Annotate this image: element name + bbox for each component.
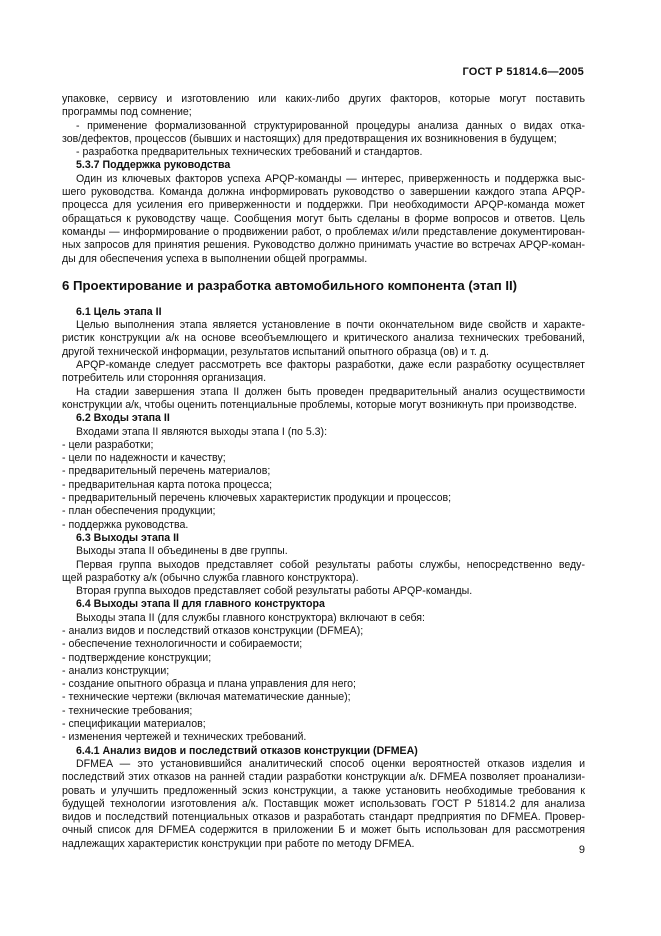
paragraph-line: очный список для DFMEA содержится в приложении Б и может быть использован для рассмотрения xyxy=(62,824,585,837)
paragraph-line: APQP-команде следует рассмотреть все факторы разработки, даже если разработку осуществляет xyxy=(76,359,585,372)
paragraph-line: - анализ видов и последствий отказов конструкции (DFMEA); xyxy=(62,624,364,637)
paragraph-line: ристик конструкции а/к на основе всеобъемлющего и критического анализа технических требований, xyxy=(62,332,585,345)
paragraph-line: - подтверждение конструкции; xyxy=(62,651,212,664)
document-body xyxy=(62,93,585,851)
paragraph-line: - изменения чертежей и технических требований. xyxy=(62,731,307,744)
section-heading: 6.2 Входы этапа II xyxy=(76,412,170,425)
paragraph-line: другой технической информации, результатов испытаний опытного образца (ов) и т. д. xyxy=(62,345,489,358)
paragraph-line: потребитель или сторонняя организация. xyxy=(62,372,267,385)
paragraph-line: щей разработку а/к (обычно служба главного конструктора). xyxy=(62,571,359,584)
paragraph-line: будущей технологии изготовления а/к. Поставщик может использовать ГОСТ Р 51814.2 для анализа xyxy=(62,797,585,810)
paragraph-line: Выходы этапа II (для службы главного конструктора) включают в себя: xyxy=(76,611,425,624)
paragraph-line: На стадии завершения этапа II должен быть проведен предварительный анализ осуществимости xyxy=(76,385,585,398)
paragraph-line: - предварительная карта потока процесса; xyxy=(62,478,273,491)
paragraph-line: надлежащих характеристик конструкции при работе по методу DFMEA. xyxy=(62,837,415,850)
chapter-heading: 6 Проектирование и разработка автомобильного компонента (этап II) xyxy=(62,277,518,293)
paragraph-line: обращаться к руководству чаще. Сообщения могут быть сделаны в форме вопросов и ответов. Цель xyxy=(62,212,585,225)
paragraph-line: Выходы этапа II объединены в две группы. xyxy=(76,545,288,558)
paragraph-line: Один из ключевых факторов успеха APQP-команды — интерес, приверженность и поддержка выс- xyxy=(76,172,585,185)
paragraph-line: шего руководства. Команда должна информировать руководство о завершении каждого этапа APQP- xyxy=(62,186,585,199)
paragraph-line: зов/дефектов, процессов (бывших и настоящих) для предотвращения их возникновения в будущем; xyxy=(62,132,557,145)
paragraph-line: ровать и улучшить предложенный эскиз конструкции, а также установить необходимые требования к xyxy=(62,784,585,797)
paragraph-line: видов и последствий потенциальных отказов и разработать стандарт предприятия по DFMEA. Провер- xyxy=(62,811,585,824)
paragraph-line: - анализ конструкции; xyxy=(62,664,170,677)
paragraph-line: - спецификации материалов; xyxy=(62,718,206,731)
paragraph-line: конструкции а/к, чтобы оценить потенциальные проблемы, которые могут возникнуть при производстве. xyxy=(62,398,577,411)
paragraph-line: ды для обеспечения успеха в выполнении общей программы. xyxy=(62,252,368,265)
section-heading: 5.3.7 Поддержка руководства xyxy=(76,159,231,172)
paragraph-line: Первая группа выходов представляет собой результаты работы службы, непосредственно веду- xyxy=(76,558,585,571)
paragraph-line: программы под сомнение; xyxy=(62,106,192,119)
paragraph-line: - разработка предварительных технических требований и стандартов. xyxy=(76,146,423,159)
section-heading: 6.1 Цель этапа II xyxy=(76,305,162,318)
paragraph-line: - цели по надежности и качеству; xyxy=(62,452,226,465)
paragraph-line: DFMEA — это установившийся аналитический способ оценки вероятностей отказов изделия и xyxy=(76,757,585,770)
document-header-id: ГОСТ Р 51814.6—2005 xyxy=(462,66,584,78)
paragraph-line: Входами этапа II являются выходы этапа I (по 5.3): xyxy=(76,425,328,438)
paragraph-line: - технические требования; xyxy=(62,704,193,717)
paragraph-line: - обеспечение технологичности и собираемости; xyxy=(62,638,303,651)
paragraph-line: команды — информирование о продвижении работ, о проблемах и/или представление документирован- xyxy=(62,225,585,238)
paragraph-line: Вторая группа выходов представляет собой результаты работы APQP-команды. xyxy=(76,585,473,598)
paragraph-line: - цели разработки; xyxy=(62,438,154,451)
paragraph-line: процесса для усиления его приверженности и поддержки. При необходимости APQP-команда может xyxy=(62,199,585,212)
paragraph-line: - план обеспечения продукции; xyxy=(62,505,216,518)
paragraph-line: последствий этих отказов на ранней стадии разработки конструкции а/к. DFMEA позволяет проанализи- xyxy=(62,771,585,784)
paragraph-line: - применение формализованной структурированной процедуры анализа данных о видах отка- xyxy=(76,119,585,132)
paragraph-line: - создание опытного образца и плана управления для него; xyxy=(62,678,356,691)
paragraph-line: упаковке, сервису и изготовлению или каких-либо других факторов, которые могут поставить xyxy=(62,93,585,105)
paragraph-line: ных запросов для принятия решения. Руководство должно принимать участие во встречах APQP-коман- xyxy=(62,239,585,252)
paragraph-line: - предварительный перечень ключевых характеристик продукции и процессов; xyxy=(62,492,452,505)
paragraph-line: Целью выполнения этапа является установление в почти окончательном виде свойств и характе- xyxy=(76,319,585,332)
section-heading: 6.4 Выходы этапа II для главного конструктора xyxy=(76,598,325,611)
section-heading: 6.3 Выходы этапа II xyxy=(76,531,179,544)
paragraph-line: - технические чертежи (включая математические данные); xyxy=(62,691,351,704)
paragraph-line: - поддержка руководства. xyxy=(62,518,189,531)
paragraph-line: - предварительный перечень материалов; xyxy=(62,465,271,478)
page-number: 9 xyxy=(578,844,585,856)
section-heading: 6.4.1 Анализ видов и последствий отказов конструкции (DFMEA) xyxy=(76,744,418,757)
